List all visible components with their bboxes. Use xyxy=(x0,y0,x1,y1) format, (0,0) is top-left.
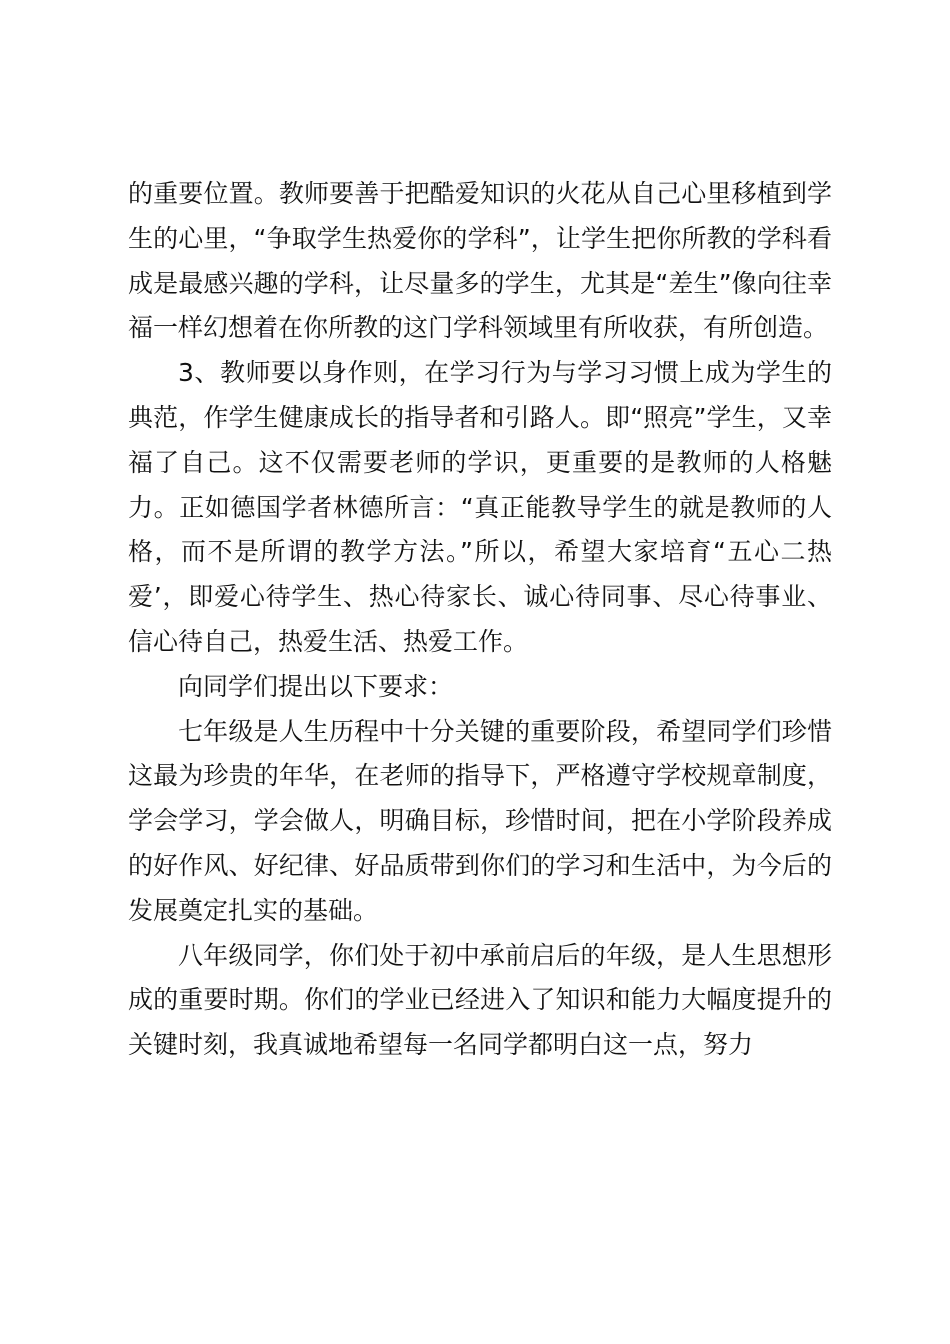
paragraph-teacher-example: 3、教师要以身作则，在学习行为与学习习惯上成为学生的典范，作学生健康成长的指导者和引路人。即“照亮”学生，又幸福了自己。这不仅需要老师的学识，更重要的是教师的人格魅力。正如德国学者林德所言：“真正能教导学生的就是教师的人格，而不是所谓的教学方法。”所以，希望大家培育“五心二热爱’，即爱心待学生、热心待家长、诚心待同事、尽心待事业、信心待自己，热爱生活、热爱工作。 xyxy=(128,358,832,656)
paragraph-continuation: 的重要位置。教师要善于把酷爱知识的火花从自己心里移植到学生的心里，“争取学生热爱你的学科”，让学生把你所教的学科看成是最感兴趣的学科，让尽量多的学生，尤其是“差生”像向往幸福一样幻想着在你所教的这门学科领域里有所收获，有所创造。 xyxy=(128,179,832,343)
paragraph-grade-seven: 七年级是人生历程中十分关键的重要阶段，希望同学们珍惜这最为珍贵的年华，在老师的指导下，严格遵守学校规章制度，学会学习，学会做人，明确目标，珍惜时间，把在小学阶段养成的好作风、好纪律、好品质带到你们的学习和生活中，为今后的发展奠定扎实的基础。 xyxy=(128,716,832,925)
document-body xyxy=(128,172,832,1068)
paragraph-students-intro: 向同学们提出以下要求： xyxy=(178,671,454,701)
paragraph-grade-eight: 八年级同学，你们处于初中承前启后的年级，是人生思想形成的重要时期。你们的学业已经进入了知识和能力大幅度提升的关键时刻，我真诚地希望每一名同学都明白这一点，努力 xyxy=(128,940,832,1060)
